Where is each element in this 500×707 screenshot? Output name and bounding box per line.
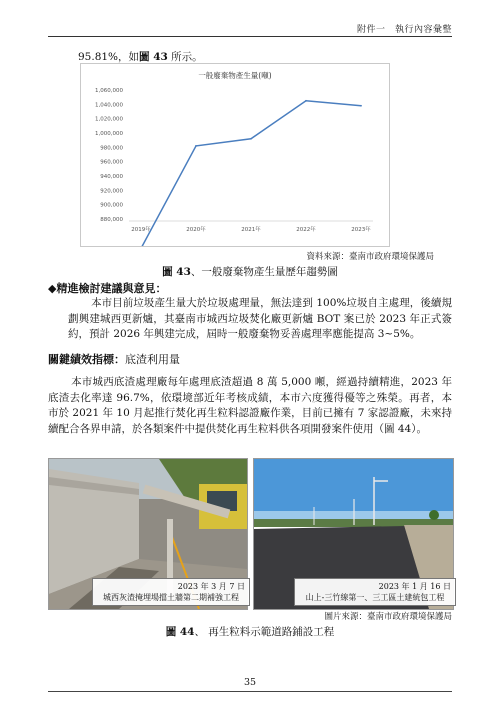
y-tick-label: 900,000 — [100, 202, 123, 209]
y-tick-label: 880,000 — [100, 217, 123, 223]
fig43-caption-number: 圖 43 — [162, 266, 191, 278]
y-tick-label: 1,000,000 — [95, 131, 123, 137]
fig43-caption — [0, 264, 500, 279]
header-rule — [48, 36, 452, 37]
x-tick-label: 2023年 — [351, 227, 371, 233]
photo2-caption — [294, 578, 456, 606]
data-point — [305, 100, 307, 102]
x-tick-label: 2019年 — [131, 227, 151, 233]
kpi-body: 本市城西底渣處理廠每年處理底渣超過 8 萬 5,000 噸，經過持續精進，2023 年底渣去化率達 96.7%，依環境部近年考核成績，本市六度獲得優等之殊榮。再者，本市於 2021 年 10 月起推行焚化再生粒料認證廠作業，目前已擁有 7 家認證廠，未來持續配合各界申請，於各類案件中提供焚化再生粒料供各項開發案件使用（圖 44）。 — [48, 376, 452, 435]
waste-line-chart — [81, 64, 389, 246]
fig44-caption — [0, 624, 500, 639]
waste-chart-frame — [80, 63, 390, 247]
photo1-caption — [92, 578, 250, 606]
photo1-date: 2023 年 3 月 7 日 — [177, 582, 245, 591]
photo2-desc: 山上-三竹線第一、三工區土建統包工程 — [305, 593, 445, 602]
y-tick-label: 960,000 — [100, 159, 123, 166]
kpi-title-rest: 底渣利用量 — [125, 353, 180, 366]
footer-rule — [48, 691, 452, 692]
y-tick-label: 920,000 — [100, 188, 123, 195]
fig44-caption-number: 圖 44 — [165, 626, 195, 638]
fig44-caption-text: 、 再生粒料示範道路鋪設工程 — [194, 626, 335, 638]
running-header: 附件一 執行內容彙整 — [356, 25, 452, 35]
section-review-body: 本市目前垃圾產生量大於垃圾處理量，無法達到 100%垃圾自主處理，後續規劃興建城西更新爐，其臺南市城西垃圾焚化廠更新爐 BOT 案已於 2023 年正式簽約，預計 2026 年興建完成，屆時一般廢棄物妥善處理率應能提高 3~5%。 — [68, 297, 452, 341]
y-tick-label: 1,020,000 — [95, 116, 123, 123]
chart-title: 一般廢棄物產生量(噸) — [198, 71, 272, 80]
photo1-desc: 城西灰渣掩埋場擋土牆第二期補強工程 — [103, 593, 239, 602]
kpi-title-bold: 關鍵績效指標： — [48, 353, 125, 366]
data-point — [250, 138, 252, 140]
x-tick-label: 2022年 — [296, 227, 316, 233]
intro-prefix: 95.81%，如 — [78, 51, 140, 63]
y-tick-label: 980,000 — [100, 145, 123, 152]
data-point — [195, 145, 197, 147]
data-point — [360, 105, 362, 107]
kpi-title — [48, 351, 180, 367]
intro-fig-ref: 圖 43 — [139, 51, 168, 63]
x-tick-label: 2021年 — [241, 227, 261, 233]
section-review-title: ◆精進檢討建議與意見： — [48, 282, 167, 295]
intro-line — [78, 49, 203, 64]
page-number: 35 — [243, 677, 257, 688]
photo2-date: 2023 年 1 月 16 日 — [378, 582, 451, 591]
y-tick-label: 940,000 — [100, 174, 123, 180]
intro-suffix: 所示。 — [167, 51, 203, 63]
x-tick-label: 2020年 — [186, 227, 206, 233]
series-line — [141, 101, 361, 246]
fig43-source: 資料來源：臺南市政府環境保護局 — [306, 252, 434, 262]
fig44-source: 圖片來源：臺南市政府環境保護局 — [324, 612, 452, 622]
fig43-caption-text: 、一般廢棄物產生量歷年趨勢圖 — [190, 266, 338, 278]
y-tick-label: 1,060,000 — [95, 88, 123, 94]
y-tick-label: 1,040,000 — [95, 102, 123, 109]
